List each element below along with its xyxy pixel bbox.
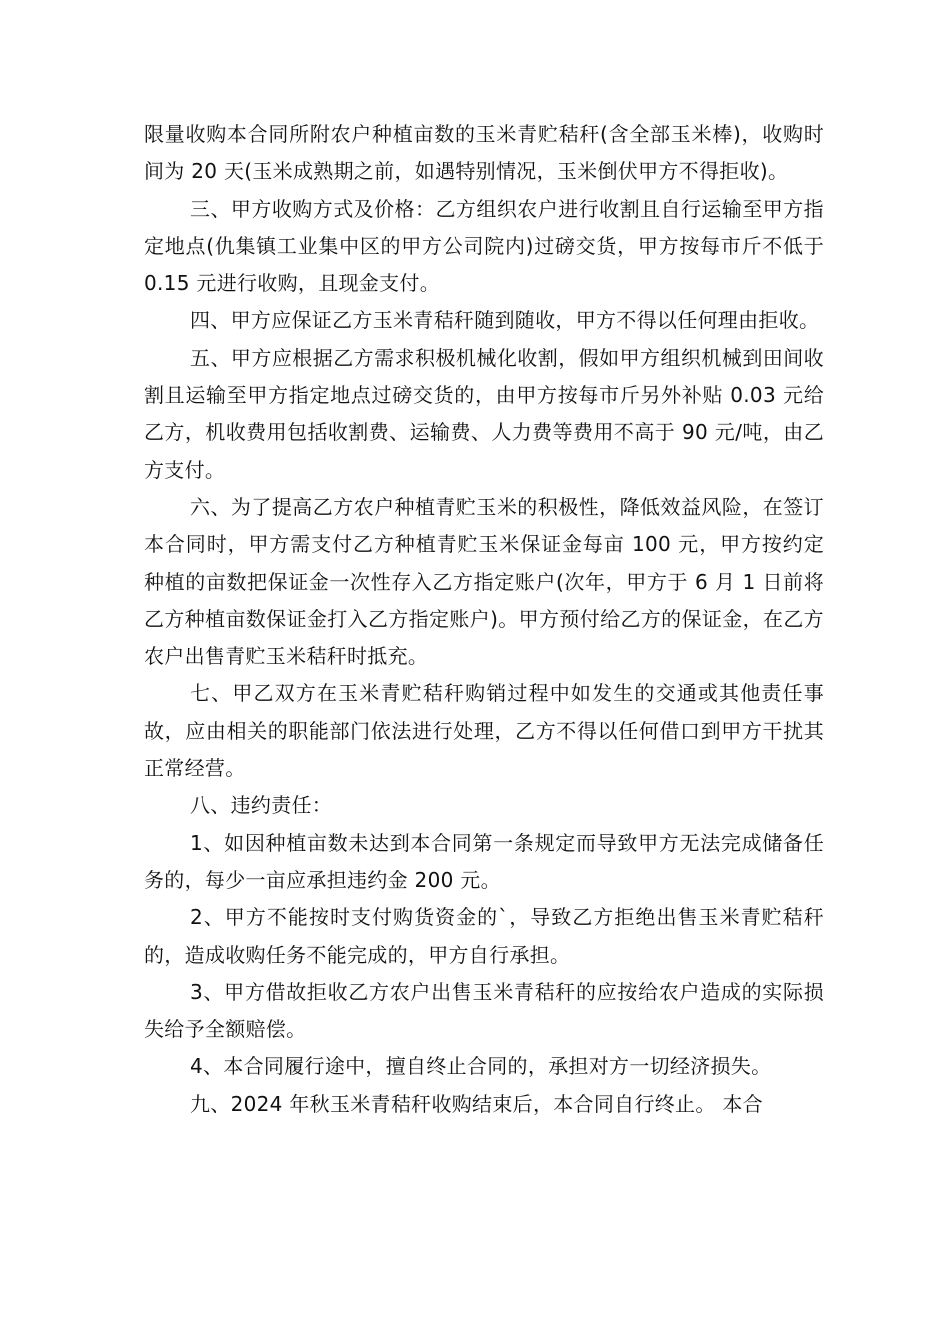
paragraph-clause-8-item-1: 1、如因种植亩数未达到本合同第一条规定而导致甲方无法完成储备任务的，每少一亩应承担违约金 200 元。 bbox=[144, 830, 824, 892]
paragraph-clause-5: 五、甲方应根据乙方需求积极机械化收割，假如甲方组织机械到田间收割且运输至甲方指定地点过磅交货的，由甲方按每市斤另外补贴 0.03 元给乙方，机收费用包括收割费、运输费、人力费等费用不高于 90 元/吨，由乙方支付。 bbox=[144, 345, 824, 482]
paragraph-clause-8-item-2: 2、甲方不能按时支付购货资金的`，导致乙方拒绝出售玉米青贮秸秆的，造成收购任务不能完成的，甲方自行承担。 bbox=[144, 905, 824, 967]
paragraph-clause-4: 四、甲方应保证乙方玉米青秸秆随到随收，甲方不得以任何理由拒收。 bbox=[190, 308, 820, 333]
paragraph-clause-7: 七、甲乙双方在玉米青贮秸秆购销过程中如发生的交通或其他责任事故，应由相关的职能部门依法进行处理，乙方不得以任何借口到甲方干扰其正常经营。 bbox=[144, 681, 824, 781]
paragraph-continuation: 限量收购本合同所附农户种植亩数的玉米青贮秸秆(含全部玉米棒)，收购时间为 20 天(玉米成熟期之前，如遇特别情况，玉米倒伏甲方不得拒收)。 bbox=[144, 122, 824, 184]
paragraph-clause-8-item-4: 4、本合同履行途中，擅自终止合同的，承担对方一切经济损失。 bbox=[190, 1054, 772, 1079]
document-body bbox=[144, 116, 824, 1123]
paragraph-clause-6: 六、为了提高乙方农户种植青贮玉米的积极性，降低效益风险，在签订本合同时，甲方需支付乙方种植青贮玉米保证金每亩 100 元，甲方按约定种植的亩数把保证金一次性存入乙方指定账户(次年，甲方于 6 月 1 日前将乙方种植亩数保证金打入乙方指定账户)。甲方预付给乙方的保证金，在乙方农户出售青贮玉米秸秆时抵充。 bbox=[144, 494, 824, 669]
paragraph-clause-8-heading: 八、违约责任： bbox=[190, 793, 333, 818]
paragraph-clause-9: 九、2024 年秋玉米青秸秆收购结束后，本合同自行终止。 本合 bbox=[190, 1091, 763, 1116]
paragraph-clause-3: 三、甲方收购方式及价格：乙方组织农户进行收割且自行运输至甲方指定地点(仇集镇工业集中区的甲方公司院内)过磅交货，甲方按每市斤不低于 0.15 元进行收购，且现金支付。 bbox=[144, 196, 824, 296]
paragraph-clause-8-item-3: 3、甲方借故拒收乙方农户出售玉米青秸秆的应按给农户造成的实际损失给予全额赔偿。 bbox=[144, 979, 824, 1042]
